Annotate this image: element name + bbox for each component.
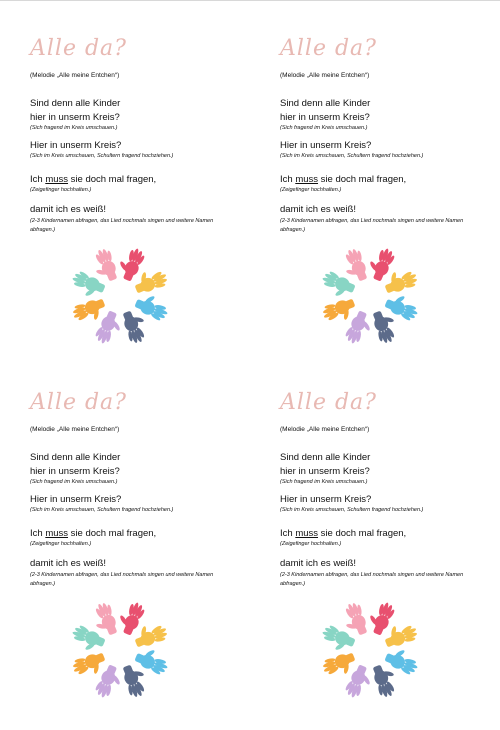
lyric-line-2: hier in unserm Kreis? [280,466,370,477]
lyric-line-4-end: sie doch mal fragen, [68,528,157,539]
lyric-line-2: hier in unserm Kreis? [30,466,120,477]
instruction-2: (Sich im Kreis umschauen, Schultern fragend hochziehen.) [280,507,424,513]
lyric-line-2: hier in unserm Kreis? [30,112,120,123]
instruction-1: (Sich fragend im Kreis umschauen.) [280,125,368,131]
song-title: Alle da? [280,390,377,415]
lyric-line-4-start: Ich [280,528,296,539]
instruction-3: (Zeigefinger hochhalten.) [280,187,342,193]
lyric-emphasis: muss [295,174,319,185]
hands-wreath-graphic [70,246,170,346]
lyric-line-3: Hier in unserm Kreis? [30,494,122,505]
lyric-emphasis: muss [295,528,319,539]
lyric-line-3: Hier in unserm Kreis? [280,140,372,151]
lyric-line-4-start: Ich [30,528,46,539]
instruction-1: (Sich fragend im Kreis umschauen.) [280,479,368,485]
lyric-line-4 [280,528,406,539]
lyric-line-4 [30,528,156,539]
hands-wreath-graphic [320,600,420,700]
melody-note: (Melodie „Alle meine Entchen“) [280,72,370,79]
instruction-2: (Sich im Kreis umschauen, Schultern fragend hochziehen.) [280,153,424,159]
hands-wreath-image [70,246,170,346]
melody-note: (Melodie „Alle meine Entchen“) [30,72,120,79]
instruction-1: (Sich fragend im Kreis umschauen.) [30,125,118,131]
lyric-line-5: damit ich es weiß! [30,204,107,215]
instruction-3: (Zeigefinger hochhalten.) [280,541,342,547]
lyric-line-1: Sind denn alle Kinder [280,452,371,463]
lyric-line-4-start: Ich [30,174,46,185]
lyric-line-3: Hier in unserm Kreis? [30,140,122,151]
song-card-2 [280,36,500,376]
instruction-4: (2-3 Kindernamen abfragen, das Lied nochmals singen und weitere Namen abfragen.) [280,572,464,587]
song-card-3 [30,390,260,730]
instruction-4: (2-3 Kindernamen abfragen, das Lied nochmals singen und weitere Namen abfragen.) [30,218,214,233]
song-card-4 [280,390,500,730]
lyric-line-5: damit ich es weiß! [30,558,107,569]
hands-wreath-graphic [320,246,420,346]
lyric-emphasis: muss [45,528,69,539]
song-card-1 [30,36,260,376]
lyric-line-5: damit ich es weiß! [280,558,357,569]
melody-note: (Melodie „Alle meine Entchen“) [280,426,370,433]
instruction-4: (2-3 Kindernamen abfragen, das Lied nochmals singen und weitere Namen abfragen.) [280,218,464,233]
page-top-border [0,0,500,1]
instruction-3: (Zeigefinger hochhalten.) [30,541,92,547]
lyric-line-4-end: sie doch mal fragen, [318,174,407,185]
instruction-4: (2-3 Kindernamen abfragen, das Lied nochmals singen und weitere Namen abfragen.) [30,572,214,587]
song-title: Alle da? [30,390,127,415]
lyric-line-4-end: sie doch mal fragen, [318,528,407,539]
melody-note: (Melodie „Alle meine Entchen“) [30,426,120,433]
hands-wreath-graphic [70,600,170,700]
lyric-line-2: hier in unserm Kreis? [280,112,370,123]
lyric-line-4-end: sie doch mal fragen, [68,174,157,185]
lyric-line-4-start: Ich [280,174,296,185]
lyric-line-5: damit ich es weiß! [280,204,357,215]
lyric-line-1: Sind denn alle Kinder [280,98,371,109]
hands-wreath-image [320,246,420,346]
instruction-2: (Sich im Kreis umschauen, Schultern fragend hochziehen.) [30,153,174,159]
lyric-line-1: Sind denn alle Kinder [30,452,121,463]
hands-wreath-image [320,600,420,700]
lyric-emphasis: muss [45,174,69,185]
lyric-line-4 [30,174,156,185]
lyric-line-1: Sind denn alle Kinder [30,98,121,109]
instruction-1: (Sich fragend im Kreis umschauen.) [30,479,118,485]
instruction-2: (Sich im Kreis umschauen, Schultern fragend hochziehen.) [30,507,174,513]
hands-wreath-image [70,600,170,700]
lyric-line-4 [280,174,406,185]
instruction-3: (Zeigefinger hochhalten.) [30,187,92,193]
song-title: Alle da? [30,36,127,61]
lyric-line-3: Hier in unserm Kreis? [280,494,372,505]
song-title: Alle da? [280,36,377,61]
